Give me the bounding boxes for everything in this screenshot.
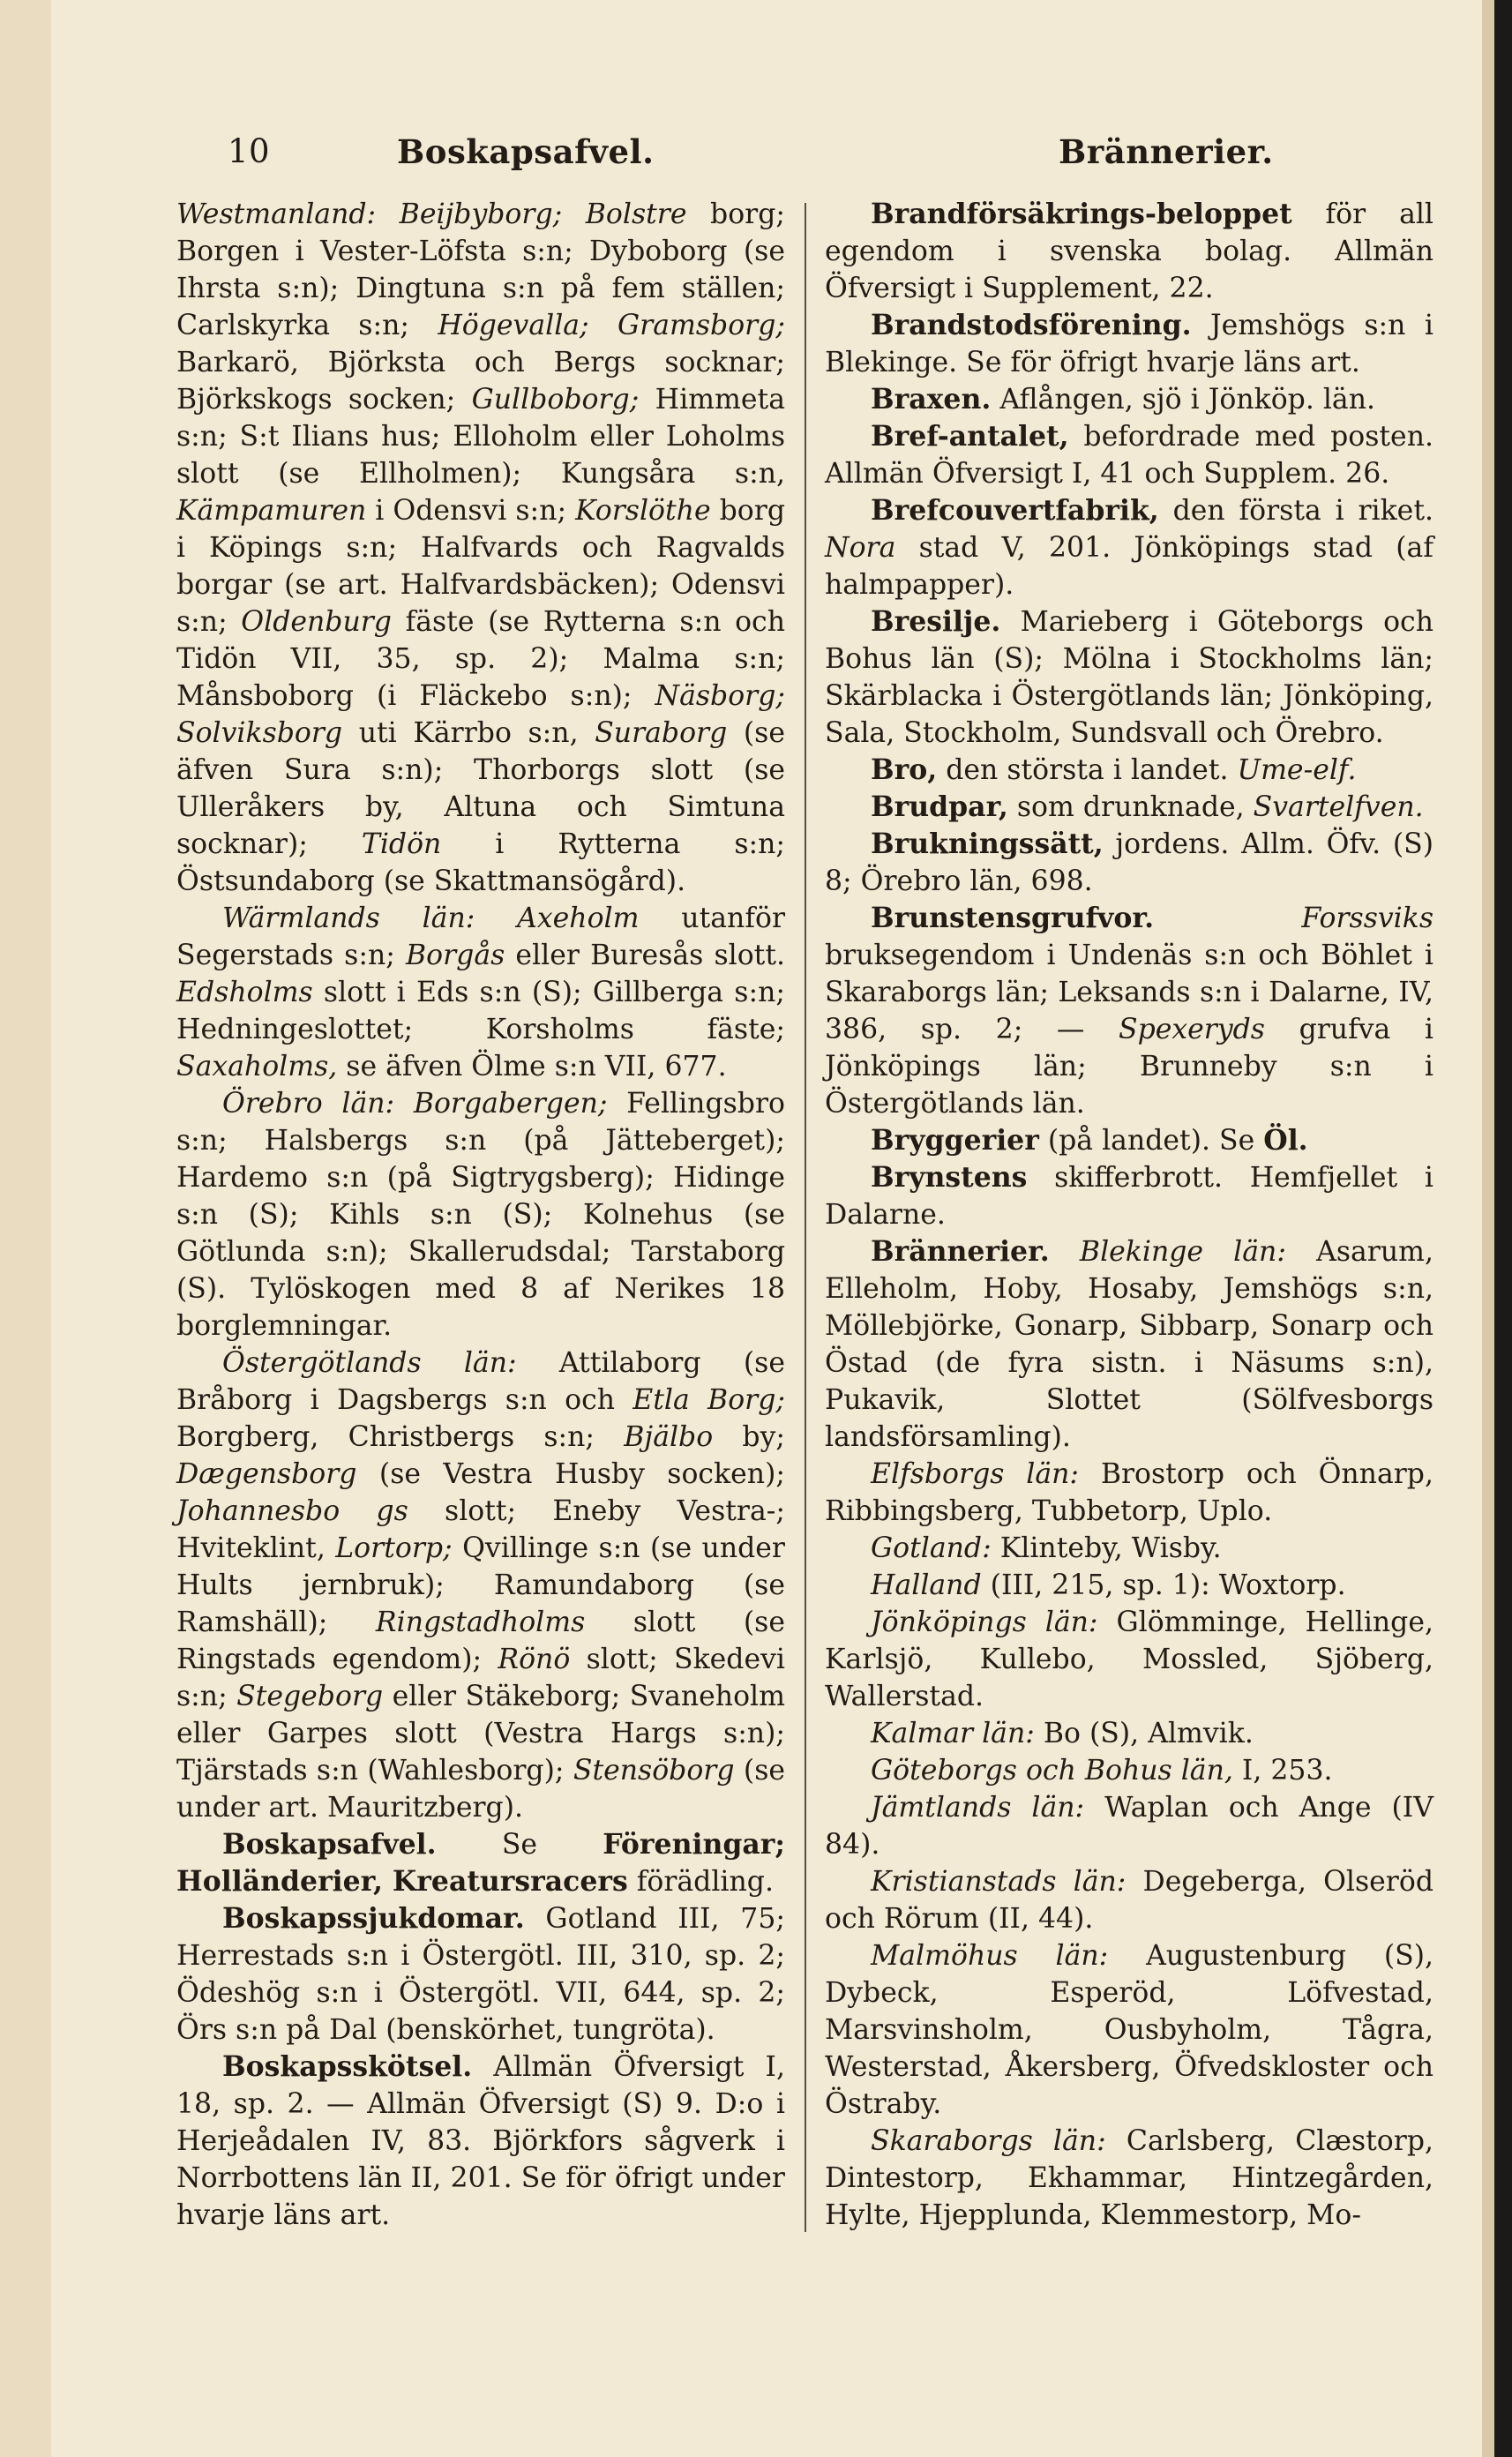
- text-run: Borgberg, Christbergs s:n;: [176, 1421, 625, 1453]
- text-run: Brefcouvertfabrik,: [871, 494, 1159, 527]
- text-run: Brunstensgrufvor.: [871, 902, 1155, 934]
- text-run: Korslöthe: [575, 495, 711, 527]
- text-run: Edsholms: [176, 977, 313, 1008]
- text-run: fäste (se Rytterna s:n och Tidön VII, 35, sp. 2); Malma s:n; Månsboborg (i Fläckebo s:n);: [176, 606, 785, 712]
- text-run: som drunknade,: [1007, 791, 1254, 823]
- entry-brefcouvertfabrik: [825, 492, 1433, 603]
- entry-brunstensgrufvor: [825, 900, 1433, 1122]
- text-run: Degeberga, Olseröd och Rörum (II, 44).: [825, 1866, 1433, 1935]
- text-run: Kalmar län:: [871, 1718, 1035, 1749]
- text-run: Brandstodsförening.: [871, 309, 1192, 341]
- text-run: Waplan och Ange (IV 84).: [825, 1792, 1433, 1861]
- entry-jamtland: [825, 1789, 1433, 1863]
- text-run: Allmän Öfversigt I, 18, sp. 2. — Allmän Öfversigt (S) 9. D:o i Herjeådalen IV, 83. Björkfors sågverk i Norrbottens län II, 201. Se för öfrigt under hvarje läns art.: [176, 2051, 785, 2231]
- text-run: i Rytterna s:n; Östsundaborg (se Skattmansögård).: [176, 828, 785, 897]
- entry-brandstodsforening: [825, 307, 1433, 381]
- text-run: Östergötlands län:: [222, 1347, 517, 1379]
- text-run: Näsborg; Solviksborg: [176, 680, 785, 749]
- page-shadow-left: [0, 0, 51, 2457]
- text-run: Bo (S), Almvik.: [1034, 1718, 1254, 1749]
- entry-jonkoping: [825, 1604, 1433, 1715]
- text-run: slott; Skedevi s:n;: [176, 1644, 785, 1712]
- text-run: Bresilje.: [871, 605, 1001, 638]
- text-run: Ringstadholms: [375, 1607, 586, 1638]
- text-run: Högevalla; Gramsborg;: [438, 310, 785, 341]
- text-run: Fellingsbro s:n; Halsbergs s:n (på Jätteberget); Hardemo s:n (på Sigtrygsberg); Hidinge s:n (S); Kihls s:n (S); Kolnehus (se Götlunda s:n); Skallerudsdal; Tarstaborg (S). Tylöskogen med 8 af Nerikes 18 borglemningar.: [176, 1088, 785, 1342]
- text-run: eller Stäkeborg; Svaneholm eller Garpes slott (Vestra Hargs s:n); Tjärstads s:n (Wahlesborg);: [176, 1681, 785, 1787]
- page-number: 10: [228, 132, 271, 170]
- text-run: Westmanland: Beijbyborg; Bolstre: [176, 199, 687, 230]
- text-run: Tidön: [361, 828, 442, 860]
- text-run: Se: [436, 1829, 603, 1861]
- text-run: Gotland:: [871, 1532, 992, 1564]
- text-run: Kämpamuren: [176, 495, 367, 527]
- text-run: slott (se Ringstads egendom);: [176, 1607, 785, 1675]
- text-run: Oldenburg: [241, 606, 392, 638]
- entry-boskapsafvel: [176, 1826, 785, 1900]
- text-run: Föreningar; Holländerier, Kreatursracers: [176, 1828, 785, 1898]
- text-run: skifferbrott. Hemfjellet i Dalarne.: [825, 1162, 1433, 1231]
- page-edge-right: [1482, 0, 1494, 2457]
- entry-orebro: [176, 1085, 785, 1345]
- text-run: grufva i Jönköpings län; Brunneby s:n i Östergötlands län.: [825, 1014, 1433, 1120]
- text-run: Spexeryds: [1119, 1014, 1265, 1045]
- entry-ostergotland: [176, 1345, 785, 1826]
- text-run: Gullboborg;: [471, 384, 640, 416]
- text-run: I, 253.: [1232, 1755, 1333, 1787]
- text-run: Kristianstads län:: [871, 1866, 1127, 1898]
- text-run: borg i Köpings s:n; Halfvards och Ragvalds borgar (se art. Halfvardsbäcken); Odensvi s:n;: [176, 495, 785, 638]
- text-run: [1154, 903, 1301, 934]
- text-run: Örebro län: Borgabergen;: [222, 1088, 608, 1120]
- text-run: Lortorp;: [335, 1532, 453, 1564]
- right-column: [825, 196, 1433, 2234]
- text-run: Stensöborg: [573, 1755, 735, 1787]
- text-run: Marieberg i Göteborgs och Bohus län (S); Mölna i Stockholms län; Skärblacka i Östergötlands län; Jönköping, Sala, Stockholm, Sundsvall och Örebro.: [825, 606, 1433, 749]
- text-run: (på landet). Se: [1038, 1125, 1264, 1157]
- entry-brukningssatt: [825, 826, 1433, 900]
- text-run: Bref-antalet,: [871, 420, 1069, 453]
- entry-wermland: [176, 900, 785, 1085]
- text-run: Aflången, sjö i Jönköp. län.: [991, 384, 1376, 416]
- text-run: Carlsberg, Clæstorp, Dintestorp, Ekhammar, Hintzegården, Hylte, Hjepplunda, Klemmestorp, Mo-: [825, 2125, 1433, 2231]
- text-run: Bryggerier: [871, 1124, 1039, 1157]
- text-run: Klinteby, Wisby.: [991, 1532, 1222, 1564]
- text-run: Brynstens: [871, 1161, 1028, 1194]
- entry-gotland: [825, 1530, 1433, 1567]
- text-run: Glömminge, Hellinge, Karlsjö, Kullebo, Mossled, Sjöberg, Wallerstad.: [825, 1607, 1434, 1712]
- text-run: för all egendom i svenska bolag. Allmän Öfversigt i Supplement, 22.: [825, 199, 1433, 304]
- text-run: Dægensborg: [176, 1458, 357, 1490]
- text-run: Stegeborg: [236, 1681, 384, 1712]
- entry-elfsborg: [825, 1456, 1433, 1530]
- text-run: jordens. Allm. Öfv. (S) 8; Örebro län, 698.: [825, 828, 1433, 897]
- text-run: se äfven Ölme s:n VII, 677.: [337, 1051, 727, 1082]
- entry-skaraborg: [825, 2123, 1433, 2234]
- entry-brynstens: [825, 1159, 1433, 1233]
- text-run: bruksegendom i Undenäs s:n och Böhlet i Skaraborgs län; Leksands s:n i Dalarne, IV, 386, sp. 2; —: [825, 940, 1433, 1045]
- text-run: Boskapssjukdomar.: [222, 1902, 525, 1935]
- text-run: Wärmlands län: Axeholm: [222, 903, 640, 934]
- text-run: Halland: [871, 1569, 982, 1601]
- running-head-right: Brännerier.: [1059, 132, 1274, 171]
- text-run: Brudpar,: [871, 790, 1008, 823]
- text-run: Nora: [825, 532, 896, 564]
- text-run: stad V, 201. Jönköpings stad (af halmpapper).: [825, 532, 1433, 601]
- entry-brannerier: [825, 1233, 1433, 1456]
- text-run: den första i riket.: [1158, 495, 1433, 527]
- text-run: Brostorp och Önnarp, Ribbingsberg, Tubbetorp, Uplo.: [825, 1458, 1433, 1527]
- text-run: Göteborgs och Bohus län,: [871, 1755, 1233, 1787]
- entry-malmohus: [825, 1937, 1433, 2123]
- text-run: Qvillinge s:n (se under Hults jernbruk); Ramundaborg (se Ramshäll);: [176, 1532, 785, 1638]
- text-run: Saxaholms,: [176, 1051, 338, 1082]
- text-run: (se under art. Mauritzberg).: [176, 1755, 785, 1824]
- entry-braxen: [825, 381, 1433, 418]
- entry-westmanland: [176, 196, 785, 900]
- text-run: eller Buresås slott.: [505, 940, 785, 971]
- text-run: Himmeta s:n; S:t Ilians hus; Elloholm eller Loholms slott (se Ellholmen); Kungsåra s:n,: [176, 384, 785, 490]
- text-run: Rönö: [498, 1644, 571, 1675]
- entry-bro: [825, 752, 1433, 789]
- text-run: (se Vestra Husby socken);: [356, 1458, 785, 1490]
- text-run: slott; Eneby Vestra-; Hviteklint,: [176, 1495, 785, 1564]
- entry-brandforsakring: [825, 196, 1433, 307]
- entry-boskapsskotsel: [176, 2049, 785, 2234]
- text-run: Malmöhus län:: [871, 1940, 1109, 1972]
- text-run: Brandförsäkrings-beloppet: [871, 198, 1292, 230]
- text-run: Boskapsskötsel.: [222, 2050, 473, 2083]
- entry-halland: [825, 1567, 1433, 1604]
- entry-bref-antalet: [825, 418, 1433, 492]
- text-run: Attilaborg (se Bråborg i Dagsbergs s:n och: [176, 1347, 785, 1416]
- text-run: Augustenburg (S), Dybeck, Esperöd, Löfvestad, Marsvinsholm, Ousbyholm, Tågra, Westerstad, Åkersberg, Öfvedskloster och Östraby.: [825, 1940, 1433, 2120]
- text-run: Brännerier.: [871, 1235, 1050, 1268]
- entry-bryggerier: [825, 1122, 1433, 1159]
- text-run: Bjälbo: [624, 1421, 714, 1453]
- entry-kristianstad: [825, 1863, 1433, 1937]
- entry-brudpar: [825, 789, 1433, 826]
- left-column: [176, 196, 785, 2234]
- text-run: Bro,: [871, 753, 938, 786]
- entry-goteborg: [825, 1752, 1433, 1789]
- text-run: Gotland III, 75; Herrestads s:n i Östergötl. III, 310, sp. 2; Ödeshög s:n i Östergötl. VII, 644, sp. 2; Örs s:n på Dal (benskörhet, tungröta).: [176, 1903, 785, 2046]
- scan-border-right: [1494, 0, 1512, 2457]
- text-run: Skaraborgs län:: [871, 2125, 1106, 2157]
- text-run: Jämtlands län:: [871, 1792, 1085, 1824]
- text-run: slott i Eds s:n (S); Gillberga s:n; Hedningeslottet; Korsholms fäste;: [176, 977, 785, 1045]
- text-run: (III, 215, sp. 1): Woxtorp.: [981, 1569, 1346, 1601]
- text-run: Brukningssätt,: [871, 828, 1104, 860]
- text-run: Elfsborgs län:: [871, 1458, 1079, 1490]
- text-run: den största i landet.: [937, 754, 1238, 786]
- text-run: Johannesbo gs: [176, 1495, 408, 1527]
- text-run: Blekinge län:: [1079, 1236, 1286, 1268]
- entry-bresilje: [825, 603, 1433, 752]
- text-run: Barkarö, Björksta och Bergs socknar; Björkskogs socken;: [176, 347, 785, 416]
- text-run: [1050, 1236, 1080, 1268]
- text-run: förädling.: [627, 1866, 774, 1898]
- text-run: befordrade med posten. Allmän Öfversigt I, 41 och Supplem. 26.: [825, 421, 1433, 490]
- text-run: (se äfven Sura s:n); Thorborgs slott (se Ulleråkers by, Altuna och Simtuna socknar);: [176, 717, 785, 860]
- column-divider: [805, 203, 806, 2232]
- text-run: by;: [713, 1421, 785, 1453]
- text-run: utanför Segerstads s:n;: [176, 903, 785, 971]
- text-run: Forssviks: [1301, 903, 1433, 934]
- entry-kalmar: [825, 1715, 1433, 1752]
- text-run: Boskapsafvel.: [222, 1828, 437, 1861]
- text-run: Braxen.: [871, 383, 992, 416]
- running-head-left: Boskapsafvel.: [397, 132, 655, 171]
- text-run: Suraborg: [595, 717, 728, 749]
- text-run: Borgås: [406, 940, 505, 971]
- text-run: i Odensvi s:n;: [366, 495, 576, 527]
- text-run: borg; Borgen i Vester-Löfsta s:n; Dyboborg (se Ihrsta s:n); Dingtuna s:n på fem ställen; Carlskyrka s:n;: [176, 199, 785, 341]
- text-run: Öl.: [1263, 1124, 1308, 1157]
- text-run: Jemshögs s:n i Blekinge. Se för öfrigt hvarje läns art.: [825, 310, 1433, 378]
- entry-boskapssjukdomar: [176, 1900, 785, 2049]
- text-run: Jönköpings län:: [871, 1607, 1098, 1638]
- text-run: Asarum, Elleholm, Hoby, Hosaby, Jemshögs s:n, Möllebjörke, Gonarp, Sibbarp, Sonarp och Östad (de fyra sistn. i Näsums s:n), Pukavik, Slottet (Sölfvesborgs landsförsamling).: [825, 1236, 1434, 1453]
- text-run: uti Kärrbo s:n,: [342, 717, 595, 749]
- text-run: Etla Borg;: [632, 1384, 786, 1416]
- text-run: Ume-elf.: [1237, 754, 1357, 786]
- text-run: Svartelfven.: [1253, 791, 1424, 823]
